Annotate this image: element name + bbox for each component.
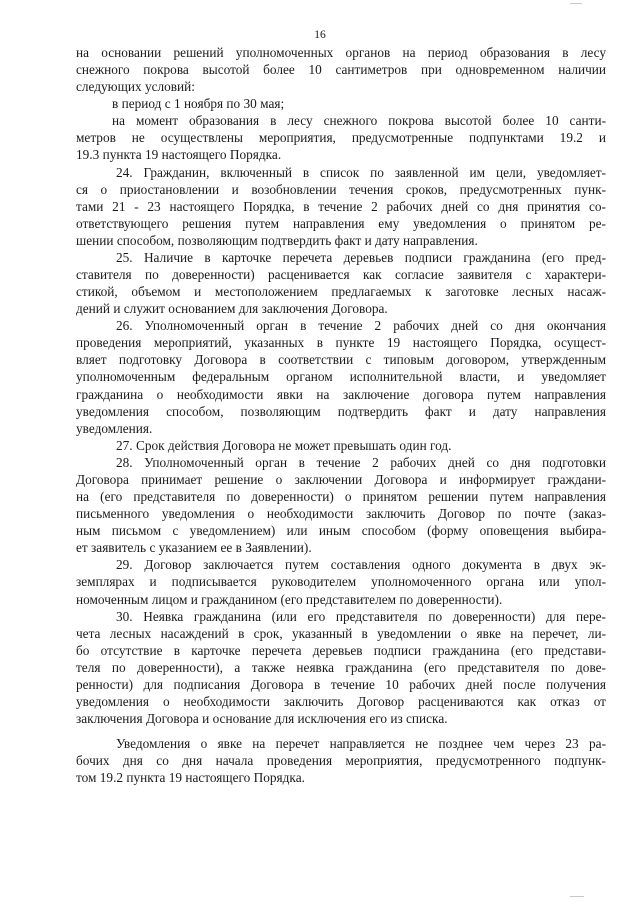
text-line: 30. Неявка гражданина (или его представителя по доверенности) для пере- [116, 608, 606, 624]
text-line: чета лесных насаждений в срок, указанный в уведомлении о явке на перечет, ли- [76, 625, 606, 641]
document-body [76, 44, 606, 786]
text-line: Уведомления о явке на перечет направляется не позднее чем через 23 ра- [116, 736, 606, 752]
text-line: в период с 1 ноября по 30 мая; [112, 96, 285, 112]
text-line: дений и служит основанием для заключения Договора. [76, 301, 388, 317]
text-line: 24. Гражданин, включенный в список по заявленной им цели, уведомляет- [116, 164, 606, 180]
text-line: снежного покрова высотой более 10 сантиметров при одновременном наличии [76, 62, 606, 78]
text-line: вляет подготовку Договора в соответствии с типовым договором, утвержденным [76, 352, 606, 368]
text-line: 19.3 пункта 19 настоящего Порядка. [76, 147, 282, 163]
paragraph-gap [76, 727, 606, 735]
page-number: 16 [314, 29, 326, 41]
text-line: уведомления способом, позволяющим подтвердить факт и дату направления [76, 403, 606, 419]
text-line: следующих условий: [76, 79, 195, 95]
text-line: 25. Наличие в карточке перечета деревьев подписи гражданина (его пред- [116, 249, 606, 265]
text-line: 27. Срок действия Договора не может превышать один год. [116, 437, 452, 453]
scan-artifact-bottom [570, 896, 584, 897]
text-line: земплярах и подписывается руководителем уполномоченного органа или упол- [76, 574, 606, 590]
text-line: уведомления о необходимости заключить Договор расцениваются как отказ от [76, 693, 606, 709]
text-line: бочих дня со дня начала проведения мероприятия, предусмотренного подпунк- [76, 753, 606, 769]
scan-artifact-top [570, 3, 582, 4]
text-line: том 19.2 пункта 19 настоящего Порядка. [76, 770, 305, 786]
text-line: тами 21 - 23 настоящего Порядка, в течение 2 рабочих дней со дня принятия со- [76, 198, 606, 214]
text-line: номоченным лицом и гражданином (его представителем по доверенности). [76, 591, 503, 607]
text-line: уполномоченным федеральным органом исполнительной власти, и уведомляет [76, 369, 606, 385]
text-line: 29. Договор заключается путем составления одного документа в двух эк- [116, 557, 606, 573]
text-line: уведомления. [76, 420, 153, 436]
text-line: стикой, объемом и местоположением предлагаемых к заготовке лесных насаж- [76, 284, 606, 300]
text-line: на основании решений уполномоченных органов на период образования в лесу [76, 45, 606, 60]
text-line: метров не осуществлены мероприятия, предусмотренные подпунктами 19.2 и [76, 130, 606, 146]
text-line: гражданина о необходимости явки на заключение договора путем направления [76, 386, 606, 402]
text-line: на момент образования в лесу снежного покрова высотой более 10 санти- [112, 113, 606, 129]
text-line: проведения мероприятий, указанных в пункте 19 настоящего Порядка, осущест- [76, 335, 606, 351]
text-line: ным письмом с уведомлением) или иным способом (форму оповещения выбира- [76, 523, 606, 539]
text-line: ответствующего решения путем направления ему уведомления о принятом ре- [76, 215, 606, 231]
text-line: письменного уведомления о необходимости заключить Договор по почте (заказ- [76, 506, 606, 522]
text-line: 26. Уполномоченный орган в течение 2 рабочих дней со дня окончания [116, 318, 606, 334]
text-line: ренности) для подписания Договора в течение 10 рабочих дней после получения [76, 676, 606, 692]
text-line: шении способом, позволяющим подтвердить факт и дату направления. [76, 232, 478, 248]
text-line: ставителя по доверенности) расценивается как согласие заявителя с характери- [76, 267, 606, 283]
text-line: ся о приостановлении и возобновлении течения сроков, предусмотренных пунк- [76, 181, 606, 197]
text-line: ет заявитель с указанием ее в Заявлении). [76, 540, 312, 556]
text-line: бо отсутствие в карточке перечета деревьев подписи гражданина (его представи- [76, 642, 606, 658]
text-line: 28. Уполномоченный орган в течение 2 рабочих дней со дня подготовки [116, 454, 606, 470]
text-line: заключения Договора и основание для исключения его из списка. [76, 711, 448, 727]
text-line: на (его представителя по доверенности) о принятом решении путем направления [76, 489, 606, 505]
text-line: Договора принимает решение о заключении Договора и информирует граждани- [76, 471, 606, 487]
text-line: теля по доверенности), а также неявка гражданина (его представителя по дове- [76, 659, 606, 675]
